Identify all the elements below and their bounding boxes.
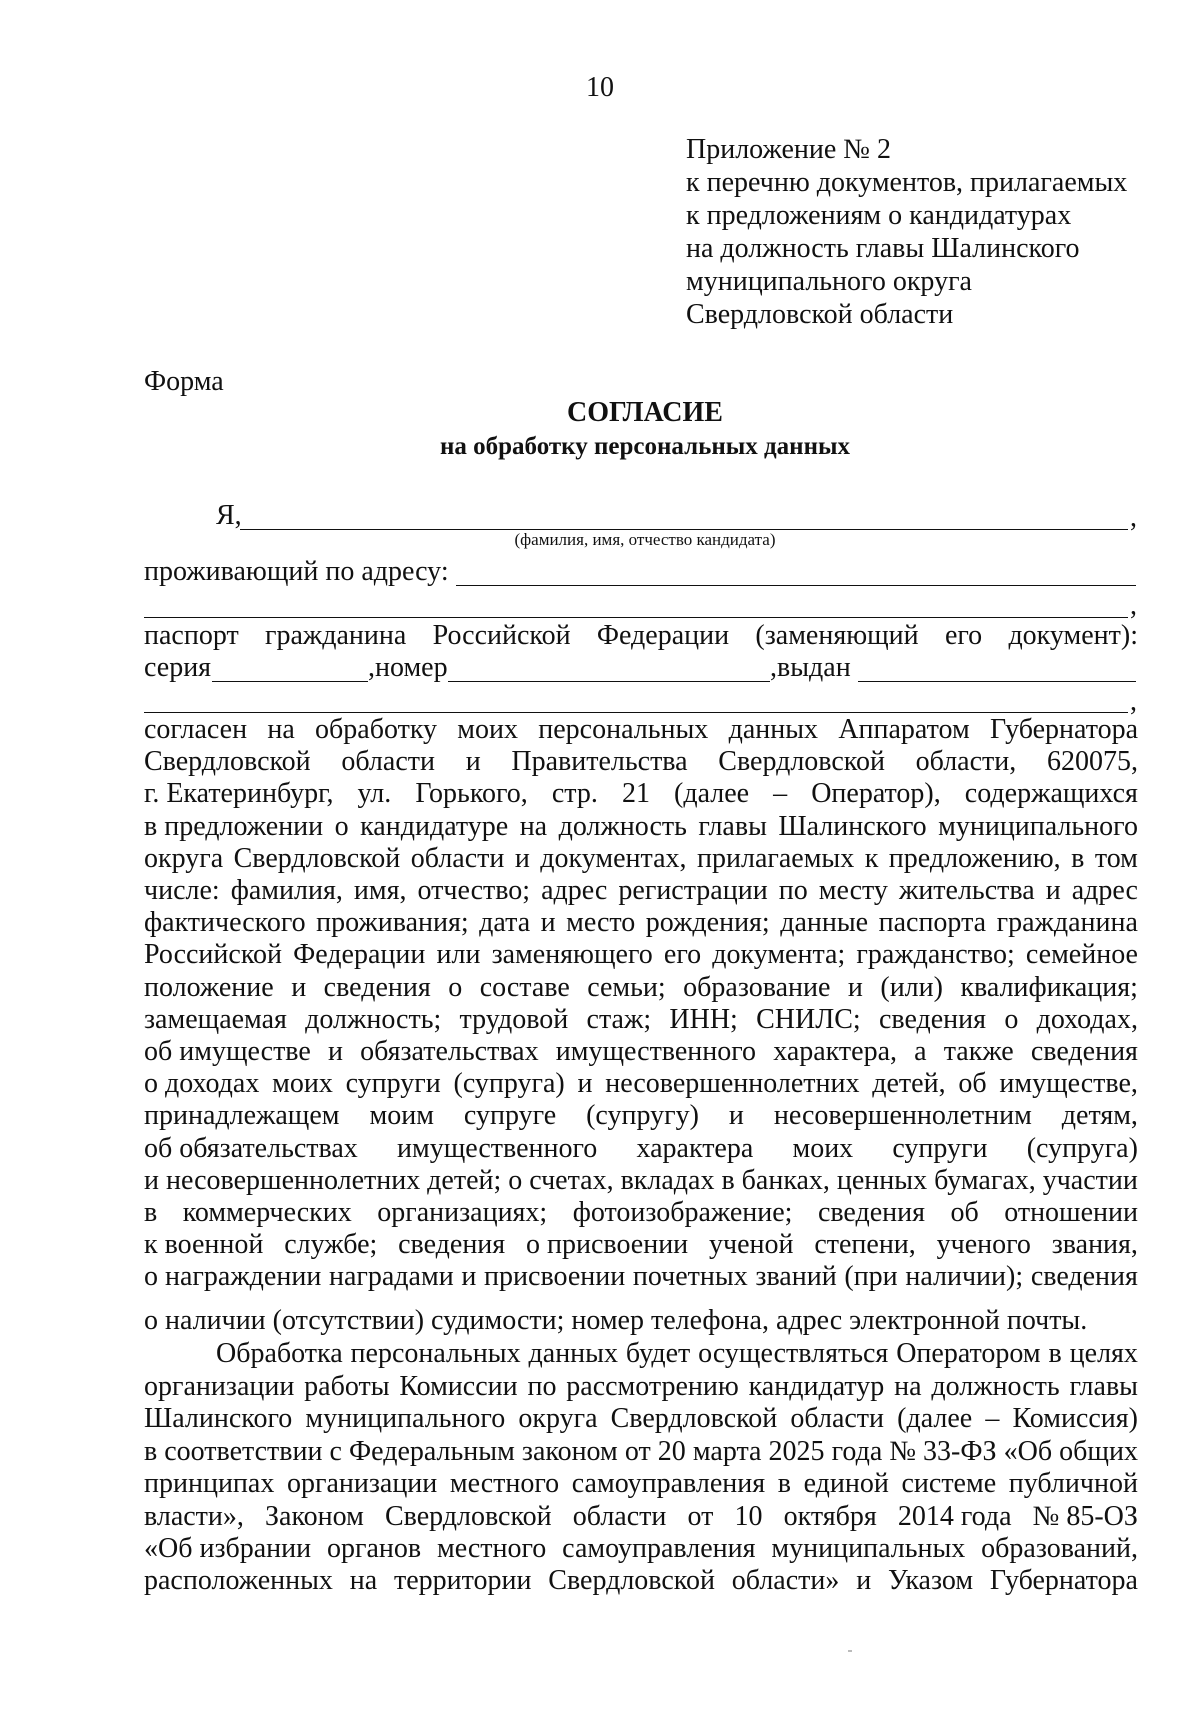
consent-word: регистрации xyxy=(618,875,768,906)
consent-word: и xyxy=(847,971,863,1003)
purpose-word: Шалинского xyxy=(144,1403,293,1435)
consent-word: Шалинского xyxy=(778,810,927,842)
consent-word: фактического xyxy=(144,907,306,939)
purpose-word: публичной xyxy=(1008,1468,1138,1500)
consent-word: также xyxy=(943,1036,1014,1067)
consent-word: области, xyxy=(915,746,1017,778)
consent-word: документах, xyxy=(540,842,687,874)
consent-word: заменяющего xyxy=(491,939,653,971)
issued-field-comma: , xyxy=(1130,686,1137,717)
consent-word: отчество; xyxy=(417,875,531,906)
consent-word: моих xyxy=(272,1068,333,1100)
consent-word: обязательствах xyxy=(360,1036,539,1067)
consent-word: кандидатуре xyxy=(360,810,509,842)
purpose-word: целях xyxy=(1069,1338,1138,1369)
consent-word: в xyxy=(1071,842,1085,874)
consent-line xyxy=(144,746,1138,778)
purpose-word: года xyxy=(831,1435,883,1467)
consent-word: проживания; xyxy=(316,907,469,939)
purpose-word: муниципального xyxy=(305,1403,506,1435)
consent-word: (супруга) xyxy=(1026,1132,1138,1164)
consent-word: вкладах xyxy=(620,1164,715,1196)
consent-word: фотоизображение; xyxy=(572,1197,793,1228)
purpose-word: будет xyxy=(625,1338,691,1369)
consent-word: (супруга) xyxy=(453,1068,565,1100)
consent-word: по xyxy=(778,875,808,906)
consent-word: детям, xyxy=(1061,1100,1138,1132)
consent-word: в xyxy=(721,1164,735,1196)
purpose-line xyxy=(144,1371,1138,1403)
consent-word: г. Екатеринбург, xyxy=(144,778,334,810)
consent-word: должность; xyxy=(305,1003,442,1035)
purpose-word: рассмотрению xyxy=(566,1371,739,1402)
consent-word: обработку xyxy=(315,714,438,745)
consent-word: наградами xyxy=(328,1261,454,1293)
purpose-word: Свердловской xyxy=(548,1565,715,1597)
purpose-word: по xyxy=(527,1371,557,1402)
consent-word: Аппаратом xyxy=(838,714,970,745)
form-label: Форма xyxy=(144,366,224,397)
consent-word: (при xyxy=(844,1261,898,1293)
purpose-word: № 33-ФЗ xyxy=(889,1435,997,1467)
consent-word: Свердловской xyxy=(144,746,311,778)
purpose-word: области» xyxy=(731,1565,840,1597)
consent-word: Свердловской xyxy=(718,746,885,778)
consent-word: дата xyxy=(479,907,531,939)
passport-word: гражданина xyxy=(264,620,407,651)
consent-line xyxy=(144,1100,1138,1132)
purpose-word: и xyxy=(856,1565,872,1597)
i-label: Я, xyxy=(216,500,242,531)
consent-word: 21 xyxy=(621,778,650,810)
consent-word: имущественного xyxy=(396,1132,598,1164)
consent-paragraph-last-line: о наличии (отсутствии) судимости; номер телефона, адрес электронной почты. xyxy=(144,1305,1088,1336)
purpose-word: местного xyxy=(449,1468,560,1500)
purpose-word: осуществляться xyxy=(698,1338,889,1369)
appendix-line: муниципального округа xyxy=(686,266,972,297)
purpose-word: самоуправления xyxy=(562,1533,756,1564)
consent-line xyxy=(144,939,1138,971)
consent-word: содержащихся xyxy=(964,778,1138,810)
consent-word: данные xyxy=(780,907,869,939)
purpose-word: Свердловской xyxy=(384,1500,552,1532)
purpose-word: 2025 xyxy=(768,1435,825,1467)
purpose-word: персональных xyxy=(350,1338,521,1369)
consent-word: об xyxy=(950,1197,979,1228)
consent-word: ученой xyxy=(709,1229,794,1261)
consent-word: в предложении xyxy=(144,810,324,842)
consent-word: и xyxy=(540,907,556,939)
consent-word: числе: xyxy=(144,875,220,906)
purpose-word: на xyxy=(894,1371,922,1402)
consent-word: рождения; xyxy=(645,907,770,939)
passport-word: (заменяющий xyxy=(755,620,919,651)
purpose-word: Свердловской xyxy=(610,1403,778,1435)
consent-word: жительства xyxy=(898,875,1035,906)
purpose-word: 10 xyxy=(734,1500,763,1532)
appendix-line: Свердловской области xyxy=(686,299,954,330)
consent-word: о присвоении xyxy=(526,1229,689,1261)
consent-word: к военной xyxy=(144,1229,264,1261)
consent-word: а xyxy=(914,1036,927,1067)
consent-line xyxy=(144,875,1138,907)
consent-word: и xyxy=(291,971,307,1003)
consent-word: Губернатора xyxy=(989,714,1138,745)
consent-word: квалификация; xyxy=(960,971,1138,1003)
purpose-word: данных xyxy=(528,1338,618,1369)
consent-word: 620075, xyxy=(1046,746,1138,778)
consent-word: место xyxy=(566,907,636,939)
consent-word: и xyxy=(461,1261,477,1293)
purpose-word: самоуправления xyxy=(571,1468,766,1500)
purpose-word: в xyxy=(777,1468,791,1500)
consent-word: банках, xyxy=(741,1164,830,1196)
consent-word: сведения xyxy=(1030,1036,1138,1067)
consent-word: сведения xyxy=(878,1003,987,1035)
consent-word: составе xyxy=(479,971,570,1003)
consent-word: о xyxy=(508,1164,523,1196)
consent-word: области xyxy=(341,746,435,778)
consent-word: супруги xyxy=(345,1068,441,1100)
consent-line xyxy=(144,843,1138,875)
consent-word: и xyxy=(327,1036,343,1067)
purpose-word: муниципальных xyxy=(771,1533,966,1564)
consent-word: и несовершеннолетних xyxy=(144,1164,421,1196)
consent-word: детей; xyxy=(427,1164,502,1196)
purpose-word: на xyxy=(349,1565,378,1597)
consent-line xyxy=(144,1036,1138,1068)
scan-speck xyxy=(848,1650,852,1652)
purpose-word: работы xyxy=(304,1371,390,1402)
purpose-line xyxy=(144,1501,1138,1533)
consent-word: о награждении xyxy=(144,1261,322,1293)
issued-field-line-2[interactable] xyxy=(144,712,1128,713)
consent-line xyxy=(144,811,1138,843)
document-title: СОГЛАСИЕ xyxy=(567,397,723,428)
purpose-line xyxy=(144,1533,1138,1565)
consent-word: образование xyxy=(683,971,831,1003)
consent-word: СНИЛС; xyxy=(756,1003,861,1035)
consent-word: характера, xyxy=(773,1036,897,1067)
consent-word: (далее xyxy=(674,778,750,810)
consent-word: семьи; xyxy=(587,971,666,1003)
series-label: серия xyxy=(144,652,212,683)
purpose-word: должность xyxy=(931,1371,1060,1402)
consent-word: должность xyxy=(558,810,687,842)
purpose-word: Федеральным xyxy=(349,1435,515,1467)
consent-word: главы xyxy=(698,810,767,842)
address-field-line-1[interactable] xyxy=(456,585,1136,586)
appendix-line: к предложениям о кандидатурах xyxy=(686,200,1072,231)
purpose-word: марта xyxy=(692,1435,762,1467)
purpose-word: области xyxy=(572,1500,667,1532)
consent-word: к xyxy=(864,842,879,874)
consent-word: месту xyxy=(818,875,888,906)
consent-word: Горького, xyxy=(415,778,528,810)
consent-word: моим xyxy=(369,1100,434,1132)
consent-word: гражданина xyxy=(996,907,1138,939)
consent-line xyxy=(144,1261,1138,1293)
appendix-line: Приложение № 2 xyxy=(686,134,891,165)
purpose-word: кандидатур xyxy=(748,1371,885,1402)
number-label: ,номер xyxy=(368,652,448,683)
purpose-word: от xyxy=(687,1500,714,1532)
consent-word: ИНН; xyxy=(669,1003,738,1035)
number-field-line[interactable] xyxy=(448,681,770,682)
purpose-word: октября xyxy=(783,1500,877,1532)
consent-word: звания, xyxy=(1051,1229,1138,1261)
consent-word: присвоении xyxy=(484,1261,626,1293)
consent-word: моих xyxy=(792,1132,854,1164)
consent-word: его xyxy=(663,939,702,971)
purpose-word: общих xyxy=(1059,1435,1138,1467)
consent-word: области xyxy=(410,842,505,874)
consent-line xyxy=(144,1133,1138,1165)
passport-word: Российской xyxy=(432,620,571,651)
consent-word: характера xyxy=(636,1132,754,1164)
purpose-word: территории xyxy=(393,1565,532,1597)
consent-word: отношении xyxy=(1004,1197,1138,1228)
consent-line xyxy=(144,1004,1138,1036)
purpose-word: от xyxy=(624,1435,651,1467)
consent-word: том xyxy=(1094,842,1138,874)
appendix-block xyxy=(686,133,1127,331)
consent-word: бумагах, xyxy=(934,1164,1036,1196)
consent-word: и xyxy=(514,842,530,874)
consent-word: семейное xyxy=(1025,939,1138,971)
purpose-line xyxy=(144,1403,1138,1435)
name-field-caption: (фамилия, имя, отчество кандидата) xyxy=(514,530,776,549)
consent-word: Свердловской xyxy=(233,842,401,874)
purpose-word: Губернатора xyxy=(989,1565,1138,1597)
consent-word: детей, xyxy=(872,1068,946,1100)
consent-line xyxy=(144,1197,1138,1229)
passport-word: паспорт xyxy=(144,620,239,651)
address-field-line-2[interactable] xyxy=(144,617,1128,618)
purpose-word: «Об избрании xyxy=(144,1533,312,1564)
purpose-word: организации xyxy=(286,1468,438,1500)
appendix-line: к перечню документов, прилагаемых xyxy=(686,167,1128,198)
consent-word: степени, xyxy=(814,1229,916,1261)
issued-field-line[interactable] xyxy=(858,681,1136,682)
consent-word: (супругу) xyxy=(586,1100,699,1132)
purpose-word: власти», xyxy=(144,1500,244,1532)
consent-word: или xyxy=(436,939,481,971)
consent-word: о xyxy=(448,971,463,1003)
consent-word: об имуществе xyxy=(144,1036,311,1067)
passport-line xyxy=(144,620,1138,652)
consent-word: участии xyxy=(1042,1164,1138,1196)
consent-line xyxy=(144,907,1138,939)
purpose-word: в xyxy=(1048,1338,1062,1369)
purpose-word: Комиссии xyxy=(399,1371,518,1402)
consent-line xyxy=(144,778,1138,810)
consent-word: сведения xyxy=(323,971,431,1003)
purpose-word: законом xyxy=(521,1435,618,1467)
consent-word: ученого xyxy=(936,1229,1031,1261)
consent-word: ул. xyxy=(357,778,392,810)
consent-word: службе; xyxy=(284,1229,378,1261)
purpose-word: Комиссия) xyxy=(1012,1403,1138,1435)
consent-word: об xyxy=(958,1068,987,1100)
consent-word: имуществе, xyxy=(999,1068,1138,1100)
consent-word: стаж; xyxy=(586,1003,652,1035)
purpose-word: местного xyxy=(437,1533,547,1564)
purpose-paragraph-first-line xyxy=(216,1338,1138,1370)
purpose-word: № 85-ОЗ xyxy=(1032,1500,1138,1532)
consent-word: положение xyxy=(144,971,274,1003)
series-field-line[interactable] xyxy=(212,681,368,682)
purpose-word: организации xyxy=(144,1371,295,1402)
consent-word: сведения xyxy=(1030,1261,1138,1293)
purpose-word: расположенных xyxy=(144,1565,333,1597)
purpose-word: Законом xyxy=(265,1500,364,1532)
passport-word: документ): xyxy=(1008,620,1138,651)
consent-word: согласен xyxy=(144,714,248,745)
purpose-word: с xyxy=(329,1435,342,1467)
consent-word: округа xyxy=(144,842,224,874)
purpose-line xyxy=(144,1565,1138,1597)
consent-word: муниципального xyxy=(938,810,1138,842)
consent-word: званий xyxy=(755,1261,837,1293)
consent-word: об обязательствах xyxy=(144,1132,358,1164)
consent-word: и xyxy=(577,1068,593,1100)
consent-word: несовершеннолетним xyxy=(773,1100,1032,1132)
purpose-line xyxy=(144,1468,1138,1500)
consent-word: несовершеннолетних xyxy=(605,1068,860,1100)
purpose-word: главы xyxy=(1069,1371,1138,1402)
consent-line xyxy=(144,972,1138,1004)
consent-word: паспорта xyxy=(878,907,987,939)
consent-word: сведения xyxy=(398,1229,506,1261)
consent-word: организациях; xyxy=(377,1197,548,1228)
purpose-word: системе xyxy=(901,1468,997,1500)
consent-word: Правительства xyxy=(511,746,688,778)
consent-word: о xyxy=(1004,1003,1019,1035)
consent-word: принадлежащем xyxy=(144,1100,340,1132)
appendix-line: на должность главы Шалинского xyxy=(686,233,1080,264)
page-number: 10 xyxy=(586,72,614,103)
document-subtitle: на обработку персональных данных xyxy=(440,433,850,460)
consent-word: на xyxy=(519,810,548,842)
consent-word: о доходах xyxy=(144,1068,260,1100)
consent-word: трудовой xyxy=(459,1003,569,1035)
consent-word: адрес xyxy=(1071,875,1138,906)
consent-word: моих xyxy=(457,714,518,745)
consent-word: замещаемая xyxy=(144,1003,287,1035)
name-field-comma: , xyxy=(1130,502,1137,533)
purpose-word: 20 xyxy=(657,1435,686,1467)
consent-word: супруге xyxy=(463,1100,557,1132)
consent-word: счетах, xyxy=(529,1164,614,1196)
consent-word: и xyxy=(1045,875,1061,906)
consent-word: данных xyxy=(728,714,819,745)
purpose-line xyxy=(144,1436,1138,1468)
consent-word: и xyxy=(465,746,481,778)
consent-word: Оператор), xyxy=(811,778,941,810)
consent-word: в xyxy=(144,1197,158,1228)
consent-word: сведения xyxy=(817,1197,926,1228)
consent-word: предложению, xyxy=(888,842,1061,874)
passport-word: Федерации xyxy=(596,620,730,651)
consent-word: документа; xyxy=(712,939,846,971)
purpose-word: Указом xyxy=(887,1565,974,1597)
consent-word: на xyxy=(267,714,295,745)
consent-word: адрес xyxy=(541,875,608,906)
consent-word: имущественного xyxy=(555,1036,757,1067)
consent-line xyxy=(144,1229,1138,1261)
purpose-word: 2014 года xyxy=(897,1500,1012,1532)
consent-word: имя, xyxy=(353,875,407,906)
consent-word: гражданство; xyxy=(856,939,1015,971)
purpose-word: принципах xyxy=(144,1468,275,1500)
issued-label: ,выдан xyxy=(770,652,851,683)
purpose-word: Обработка xyxy=(216,1338,343,1369)
consent-word: – xyxy=(773,778,788,810)
consent-word: ценных xyxy=(836,1164,928,1196)
consent-word: фамилия, xyxy=(230,875,343,906)
purpose-word: «Об xyxy=(1003,1435,1053,1467)
purpose-word: – xyxy=(985,1403,1000,1435)
purpose-word: Оператором xyxy=(896,1338,1041,1369)
consent-word: (или) xyxy=(880,971,943,1003)
consent-word: прилагаемых xyxy=(697,842,855,874)
purpose-word: округа xyxy=(518,1403,598,1435)
consent-word: доходах, xyxy=(1036,1003,1138,1035)
purpose-word: области xyxy=(790,1403,885,1435)
consent-word: наличии); xyxy=(905,1261,1024,1293)
consent-word: Российской xyxy=(144,939,282,971)
passport-word: его xyxy=(944,620,983,651)
consent-line xyxy=(144,1165,1138,1197)
consent-word: Федерации xyxy=(293,939,426,971)
purpose-word: в соответствии xyxy=(144,1435,323,1467)
consent-word: стр. xyxy=(551,778,598,810)
address-label: проживающий по адресу: xyxy=(144,556,449,587)
purpose-word: образований, xyxy=(981,1533,1138,1564)
consent-line xyxy=(144,714,1138,746)
address-field-comma: , xyxy=(1130,590,1137,621)
consent-line xyxy=(144,1068,1138,1100)
consent-word: персональных xyxy=(538,714,709,745)
purpose-word: (далее xyxy=(897,1403,973,1435)
purpose-word: органов xyxy=(327,1533,422,1564)
consent-word: и xyxy=(728,1100,744,1132)
consent-word: о xyxy=(334,810,349,842)
consent-word: почетных xyxy=(632,1261,748,1293)
consent-word: коммерческих xyxy=(182,1197,352,1228)
purpose-word: единой xyxy=(803,1468,889,1500)
consent-word: супруги xyxy=(892,1132,988,1164)
